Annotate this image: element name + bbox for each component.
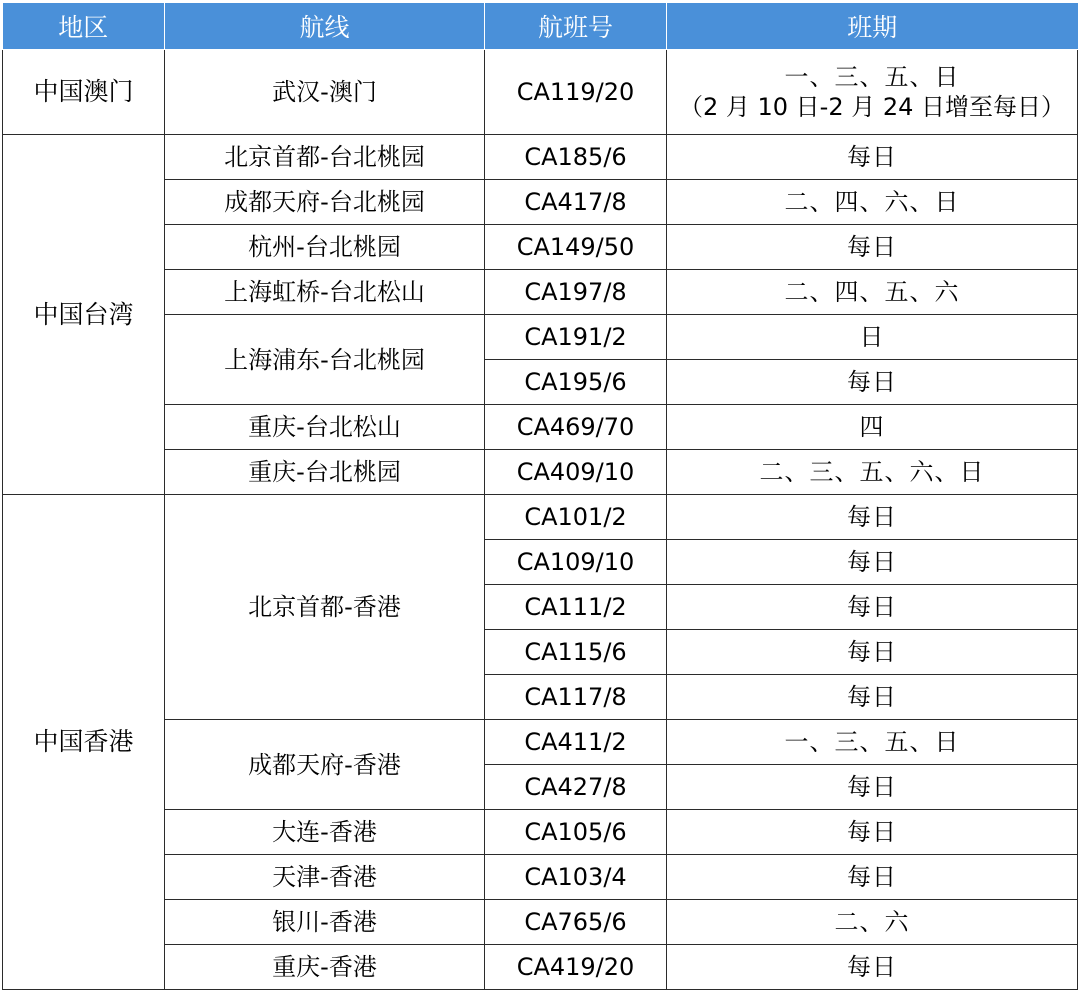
schedule-cell: 每日 <box>667 630 1078 675</box>
region-cell: 中国台湾 <box>3 135 165 495</box>
schedule-line-1: 一、三、五、日 <box>784 63 960 91</box>
flight-number-cell: CA197/8 <box>485 270 667 315</box>
flight-number-cell: CA469/70 <box>485 405 667 450</box>
flight-number-cell: CA111/2 <box>485 585 667 630</box>
flight-number-cell: CA409/10 <box>485 450 667 495</box>
schedule-cell <box>667 50 1078 135</box>
schedule-cell: 每日 <box>667 855 1078 900</box>
table-row <box>3 50 1078 135</box>
schedule-cell: 二、四、五、六 <box>667 270 1078 315</box>
table-row <box>3 270 1078 315</box>
flight-number-cell: CA101/2 <box>485 495 667 540</box>
flight-number-cell: CA417/8 <box>485 180 667 225</box>
table-row <box>3 855 1078 900</box>
table-row <box>3 405 1078 450</box>
table-row <box>3 945 1078 990</box>
flight-number-cell: CA103/4 <box>485 855 667 900</box>
route-cell: 北京首都-台北桃园 <box>165 135 485 180</box>
table-row <box>3 450 1078 495</box>
flight-number-cell: CA185/6 <box>485 135 667 180</box>
route-cell: 重庆-台北松山 <box>165 405 485 450</box>
header-flight-number: 航班号 <box>485 3 667 50</box>
schedule-cell: 二、六 <box>667 900 1078 945</box>
route-cell: 大连-香港 <box>165 810 485 855</box>
route-cell: 重庆-台北桃园 <box>165 450 485 495</box>
schedule-cell: 每日 <box>667 765 1078 810</box>
region-cell: 中国香港 <box>3 495 165 990</box>
flight-schedule-table <box>2 3 1078 990</box>
header-route: 航线 <box>165 3 485 50</box>
flight-number-cell: CA427/8 <box>485 765 667 810</box>
table-row <box>3 135 1078 180</box>
flight-number-cell: CA191/2 <box>485 315 667 360</box>
schedule-cell: 每日 <box>667 360 1078 405</box>
route-cell: 杭州-台北桃园 <box>165 225 485 270</box>
route-cell: 武汉-澳门 <box>165 50 485 135</box>
schedule-line-2: （2 月 10 日-2 月 24 日增至每日） <box>678 93 1066 121</box>
table-row <box>3 495 1078 540</box>
table-row <box>3 810 1078 855</box>
schedule-cell: 每日 <box>667 225 1078 270</box>
flight-number-cell: CA117/8 <box>485 675 667 720</box>
flight-number-cell: CA419/20 <box>485 945 667 990</box>
schedule-cell: 每日 <box>667 540 1078 585</box>
route-cell: 重庆-香港 <box>165 945 485 990</box>
flight-number-cell: CA765/6 <box>485 900 667 945</box>
route-cell: 天津-香港 <box>165 855 485 900</box>
route-cell: 成都天府-台北桃园 <box>165 180 485 225</box>
schedule-cell: 二、四、六、日 <box>667 180 1078 225</box>
header-row <box>3 3 1078 50</box>
schedule-cell: 一、三、五、日 <box>667 720 1078 765</box>
table-header <box>3 3 1078 50</box>
flight-number-cell: CA149/50 <box>485 225 667 270</box>
region-cell: 中国澳门 <box>3 50 165 135</box>
schedule-cell: 四 <box>667 405 1078 450</box>
flight-number-cell: CA119/20 <box>485 50 667 135</box>
flight-number-cell: CA109/10 <box>485 540 667 585</box>
schedule-cell: 每日 <box>667 675 1078 720</box>
schedule-cell: 二、三、五、六、日 <box>667 450 1078 495</box>
route-cell: 成都天府-香港 <box>165 720 485 810</box>
header-schedule: 班期 <box>667 3 1078 50</box>
schedule-cell: 每日 <box>667 135 1078 180</box>
table-row <box>3 315 1078 360</box>
header-region: 地区 <box>3 3 165 50</box>
route-cell: 上海虹桥-台北松山 <box>165 270 485 315</box>
flight-number-cell: CA411/2 <box>485 720 667 765</box>
table-row <box>3 720 1078 765</box>
schedule-cell: 每日 <box>667 495 1078 540</box>
schedule-cell: 日 <box>667 315 1078 360</box>
flight-number-cell: CA105/6 <box>485 810 667 855</box>
schedule-cell: 每日 <box>667 810 1078 855</box>
schedule-cell: 每日 <box>667 945 1078 990</box>
flight-number-cell: CA195/6 <box>485 360 667 405</box>
table-row <box>3 225 1078 270</box>
table-row <box>3 180 1078 225</box>
table-row <box>3 900 1078 945</box>
route-cell: 上海浦东-台北桃园 <box>165 315 485 405</box>
route-cell: 北京首都-香港 <box>165 495 485 720</box>
flight-number-cell: CA115/6 <box>485 630 667 675</box>
route-cell: 银川-香港 <box>165 900 485 945</box>
table-body <box>3 50 1078 990</box>
schedule-cell: 每日 <box>667 585 1078 630</box>
